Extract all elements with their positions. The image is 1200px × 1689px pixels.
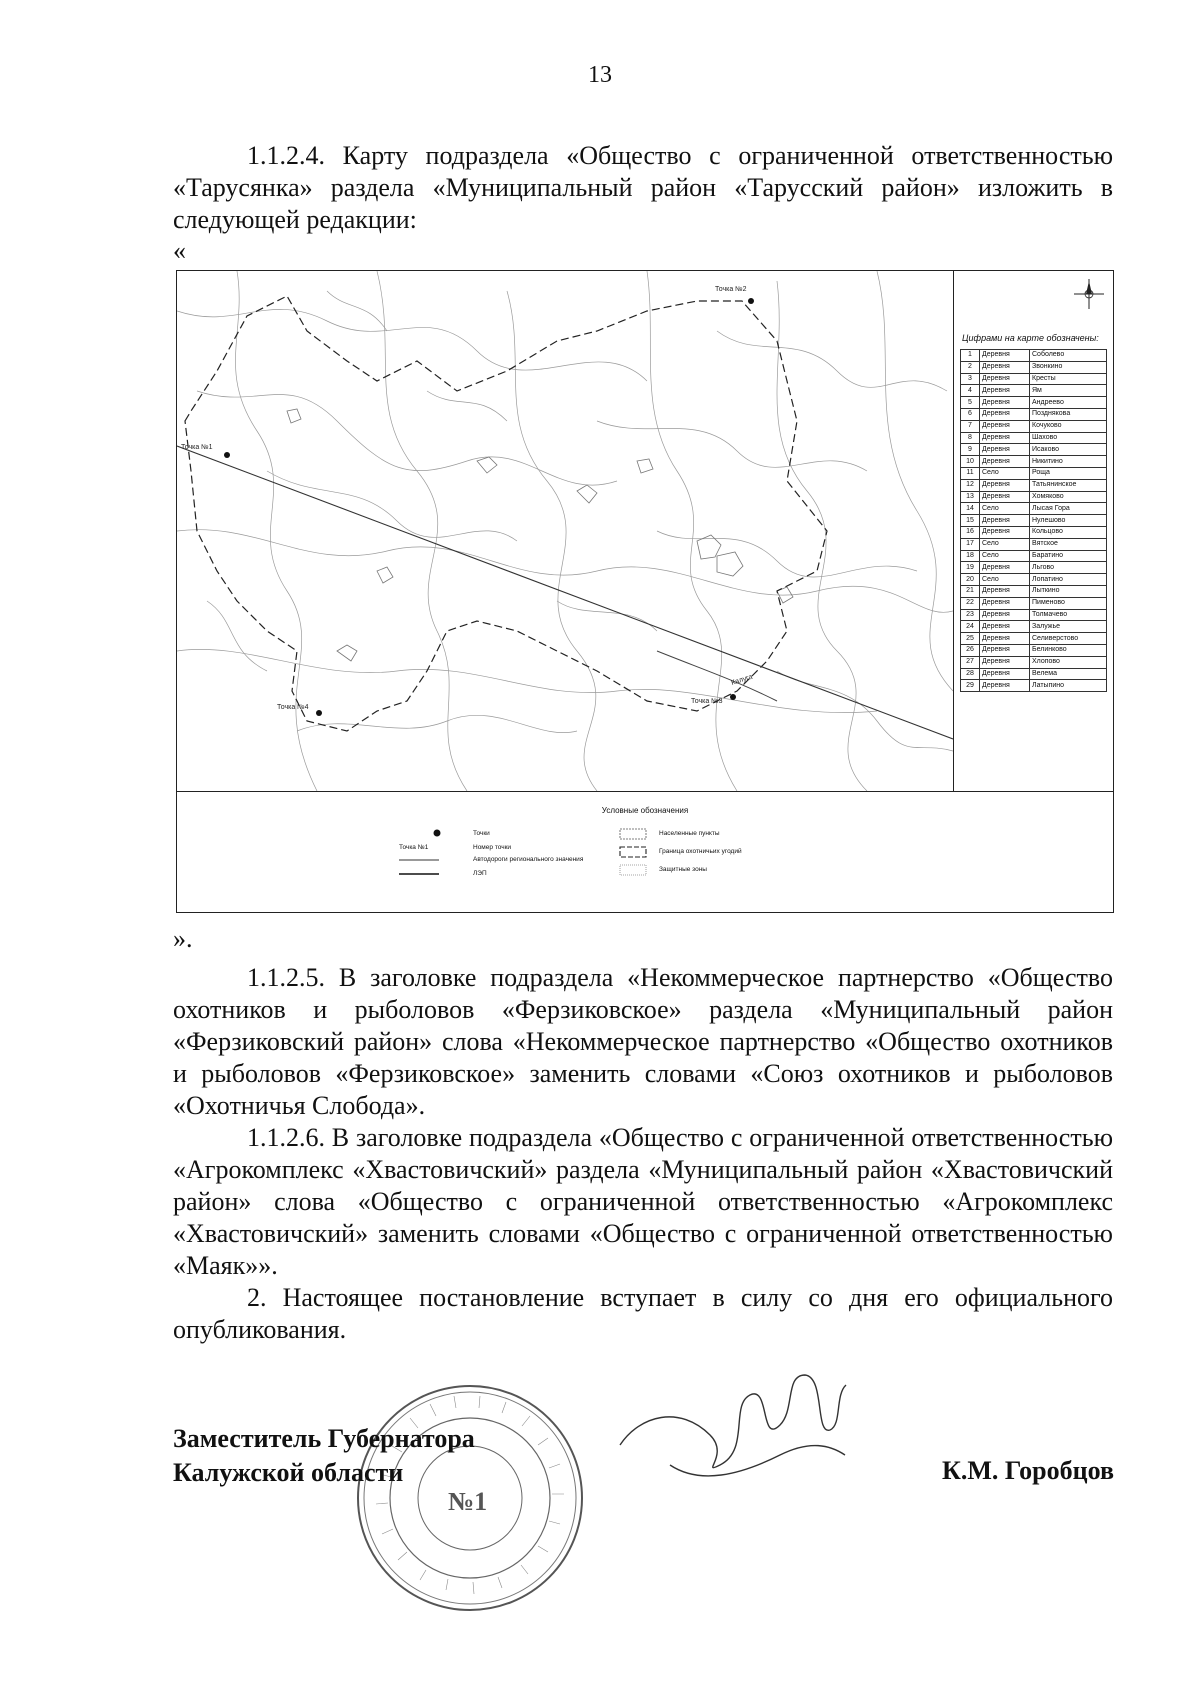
paragraph-2-text: 2. Настоящее постановление вступает в силу со дня его официального опубликования. [173, 1283, 1113, 1344]
village-row [961, 397, 1107, 409]
village-name: Велема [1030, 668, 1107, 680]
village-name: Нулешово [1030, 515, 1107, 527]
village-row [961, 444, 1107, 456]
village-row [961, 597, 1107, 609]
village-name: Кочуково [1030, 420, 1107, 432]
village-name: Шахово [1030, 432, 1107, 444]
village-row [961, 668, 1107, 680]
village-type: Село [980, 503, 1030, 515]
village-number: 10 [961, 456, 980, 468]
village-number: 29 [961, 680, 980, 692]
village-type: Деревня [980, 526, 1030, 538]
village-type: Деревня [980, 361, 1030, 373]
point-3-label: Точка №3 [691, 698, 723, 705]
page-number: 13 [588, 62, 612, 88]
village-row [961, 609, 1107, 621]
village-name: Лысая Гора [1030, 503, 1107, 515]
paragraph-1-1-2-4-text: 1.1.2.4. Карту подраздела «Общество с ограниченной ответственностью «Тарусянка» раздела «Муниципальный район «Тарусский район» изложить в следующей редакции: [173, 141, 1113, 234]
village-row [961, 538, 1107, 550]
village-number: 19 [961, 562, 980, 574]
village-number: 8 [961, 432, 980, 444]
village-type: Деревня [980, 668, 1030, 680]
village-type: Деревня [980, 456, 1030, 468]
village-row [961, 680, 1107, 692]
village-name: Лопатино [1030, 574, 1107, 586]
paragraph-1-1-2-5-text: 1.1.2.5. В заголовке подраздела «Некоммерческое партнерство «Общество охотников и рыболовов «Ферзиковское» раздела «Муниципальный район «Ферзиковский район» слова «Некоммерческое партнерство «Общество охотников и рыболовов «Ферзиковское» заменить словами «Союз охотников и рыболовов «Охотничья Слобода». [173, 963, 1113, 1120]
village-row [961, 408, 1107, 420]
map-settlements [287, 409, 793, 661]
village-type: Деревня [980, 491, 1030, 503]
village-number: 3 [961, 373, 980, 385]
village-number: 12 [961, 479, 980, 491]
village-name: Белинково [1030, 644, 1107, 656]
map-legend [177, 791, 1113, 913]
close-quote: ». [173, 924, 193, 953]
village-type: Деревня [980, 656, 1030, 668]
village-type: Деревня [980, 350, 1030, 362]
village-row [961, 361, 1107, 373]
village-name: Роща [1030, 467, 1107, 479]
village-type: Деревня [980, 373, 1030, 385]
legend-title: Условные обозначения [601, 806, 689, 815]
village-number: 22 [961, 597, 980, 609]
seal-number: №1 [448, 1487, 488, 1516]
village-row [961, 467, 1107, 479]
village-name: Толмачево [1030, 609, 1107, 621]
village-type: Деревня [980, 644, 1030, 656]
legend-protected-zones-symbol [619, 864, 647, 876]
signatory-title-line-1: Заместитель Губернатора [173, 1424, 475, 1453]
village-number: 13 [961, 491, 980, 503]
village-number: 28 [961, 668, 980, 680]
village-name: Позднякова [1030, 408, 1107, 420]
village-number: 6 [961, 408, 980, 420]
road-label: Калуга [730, 673, 754, 687]
village-number: 11 [961, 467, 980, 479]
village-row [961, 633, 1107, 645]
village-type: Деревня [980, 597, 1030, 609]
village-number: 14 [961, 503, 980, 515]
legend-hunting-border-label: Граница охотничьих угодий [659, 848, 742, 855]
village-type: Деревня [980, 420, 1030, 432]
village-row [961, 656, 1107, 668]
village-name: Льгово [1030, 562, 1107, 574]
village-number: 18 [961, 550, 980, 562]
village-table [960, 349, 1107, 692]
village-type: Деревня [980, 585, 1030, 597]
village-name: Кольцово [1030, 526, 1107, 538]
village-number: 2 [961, 361, 980, 373]
village-type: Село [980, 574, 1030, 586]
village-name: Звонкино [1030, 361, 1107, 373]
village-name: Ям [1030, 385, 1107, 397]
village-type: Деревня [980, 562, 1030, 574]
village-row [961, 526, 1107, 538]
legend-settlements-symbol [619, 828, 647, 840]
village-type: Деревня [980, 633, 1030, 645]
signatory-title-line-2: Калужской области [173, 1458, 404, 1487]
village-name: Хлопово [1030, 656, 1107, 668]
village-number: 7 [961, 420, 980, 432]
village-name: Татьянинское [1030, 479, 1107, 491]
village-row [961, 562, 1107, 574]
village-type: Деревня [980, 621, 1030, 633]
legend-points-label: Точки [473, 830, 490, 837]
legend-point-icon [432, 828, 442, 838]
point-4-label: Точка №4 [277, 704, 309, 711]
village-row [961, 373, 1107, 385]
village-row [961, 479, 1107, 491]
village-row [961, 456, 1107, 468]
legend-power-line-label: ЛЭП [473, 870, 487, 877]
village-number: 27 [961, 656, 980, 668]
village-number: 5 [961, 397, 980, 409]
paragraph-1-1-2-6-text: 1.1.2.6. В заголовке подраздела «Общество с ограниченной ответственностью «Агрокомплекс «Хвастовичский» раздела «Муниципальный район «Хвастовичский район» слова «Общество с ограниченной ответственностью «Агрокомплекс «Хвастовичский» заменить словами «Общество с ограниченной ответственностью «Маяк»». [173, 1123, 1113, 1280]
village-type: Деревня [980, 385, 1030, 397]
village-number: 9 [961, 444, 980, 456]
point-1-marker [224, 452, 230, 458]
village-type: Деревня [980, 444, 1030, 456]
village-type: Деревня [980, 432, 1030, 444]
village-type: Село [980, 550, 1030, 562]
village-name: Хомяково [1030, 491, 1107, 503]
point-3-marker [730, 694, 736, 700]
map-sidebar [954, 271, 1113, 791]
village-name: Вятское [1030, 538, 1107, 550]
legend-road-symbol [399, 856, 439, 864]
village-number: 26 [961, 644, 980, 656]
point-1-label: Точка №1 [181, 444, 213, 451]
hunting-grounds-map [176, 270, 1114, 913]
village-row [961, 585, 1107, 597]
village-type: Деревня [980, 609, 1030, 621]
legend-hunting-border-symbol [619, 846, 647, 858]
regional-road [657, 651, 777, 701]
village-name: Исаково [1030, 444, 1107, 456]
village-type: Деревня [980, 479, 1030, 491]
village-row [961, 644, 1107, 656]
map-area [177, 271, 954, 791]
village-number: 1 [961, 350, 980, 362]
village-type: Деревня [980, 680, 1030, 692]
village-number: 24 [961, 621, 980, 633]
village-type: Деревня [980, 515, 1030, 527]
village-name: Лыткино [1030, 585, 1107, 597]
village-number: 21 [961, 585, 980, 597]
open-quote: « [173, 236, 186, 265]
village-number: 25 [961, 633, 980, 645]
village-row [961, 491, 1107, 503]
village-row [961, 350, 1107, 362]
village-number: 15 [961, 515, 980, 527]
legend-protected-zones-label: Защитные зоны [659, 866, 707, 873]
village-number: 23 [961, 609, 980, 621]
legend-settlements-label: Населенные пункты [659, 830, 720, 837]
village-name: Пименово [1030, 597, 1107, 609]
village-row [961, 503, 1107, 515]
legend-point-number-label: Номер точки [473, 844, 512, 851]
village-row [961, 432, 1107, 444]
village-row [961, 621, 1107, 633]
village-row [961, 385, 1107, 397]
village-name: Баратино [1030, 550, 1107, 562]
legend-power-line-symbol [399, 870, 439, 878]
village-table-title: Цифрами на карте обозначены: [962, 333, 1099, 343]
map-background-roads [177, 271, 953, 791]
signatory-title [173, 1422, 475, 1490]
map-drawing [177, 271, 953, 791]
paragraph-2 [173, 1282, 1113, 1346]
village-row [961, 574, 1107, 586]
village-number: 16 [961, 526, 980, 538]
village-name: Кресты [1030, 373, 1107, 385]
point-2-label: Точка №2 [715, 286, 747, 293]
point-4-marker [316, 710, 322, 716]
paragraph-1-1-2-6 [173, 1122, 1113, 1282]
point-2-marker [748, 298, 754, 304]
village-number: 4 [961, 385, 980, 397]
village-name: Андреево [1030, 397, 1107, 409]
paragraph-1-1-2-4 [173, 140, 1113, 236]
village-name: Латыпино [1030, 680, 1107, 692]
village-number: 20 [961, 574, 980, 586]
village-type: Деревня [980, 397, 1030, 409]
village-type: Село [980, 538, 1030, 550]
legend-roads-label: Автодороги регионального значения [473, 856, 584, 863]
village-row [961, 420, 1107, 432]
village-type: Деревня [980, 408, 1030, 420]
village-name: Залужье [1030, 621, 1107, 633]
village-row [961, 550, 1107, 562]
official-seal [350, 1378, 590, 1618]
legend-point-number-sample: Точка №1 [399, 844, 429, 851]
hunting-ground-border [185, 296, 827, 731]
handwritten-signature [610, 1355, 850, 1525]
village-row [961, 515, 1107, 527]
paragraph-1-1-2-5 [173, 962, 1113, 1122]
village-name: Соболево [1030, 350, 1107, 362]
village-name: Никитино [1030, 456, 1107, 468]
village-name: Селиверстово [1030, 633, 1107, 645]
signatory-name: К.М. Горобцов [942, 1456, 1114, 1485]
compass-rose-icon [1072, 277, 1106, 311]
village-type: Село [980, 467, 1030, 479]
village-number: 17 [961, 538, 980, 550]
